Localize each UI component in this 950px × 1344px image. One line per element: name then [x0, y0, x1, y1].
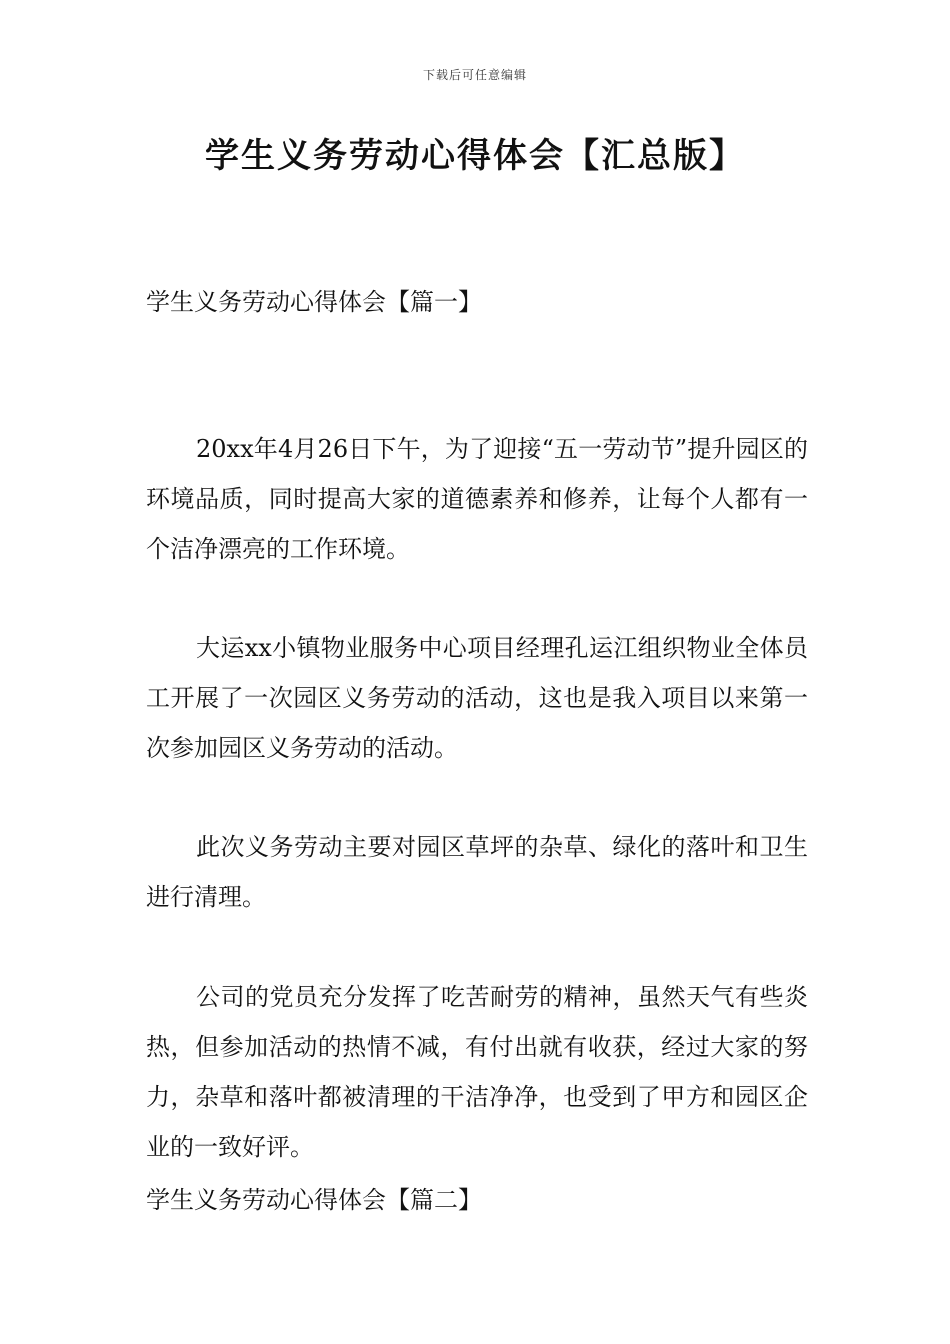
paragraph-3: 此次义务劳动主要对园区草坪的杂草、绿化的落叶和卫生进行清理。 — [146, 833, 808, 911]
paragraph-2: 大运xx小镇物业服务中心项目经理孔运江组织物业全体员工开展了一次园区义务劳动的活动，这也是我入项目以来第一次参加园区义务劳动的活动。 — [146, 634, 808, 762]
section-heading-2: 学生义务劳动心得体会【篇二】 — [146, 1186, 482, 1214]
paragraph-4: 公司的党员充分发挥了吃苦耐劳的精神，虽然天气有些炎热，但参加活动的热情不减，有付出就有收获，经过大家的努力，杂草和落叶都被清理的干洁净净，也受到了甲方和园区企业的一致好评。 — [146, 983, 808, 1161]
document-title: 学生义务劳动心得体会【汇总版】 — [205, 136, 745, 176]
section-heading-1: 学生义务劳动心得体会【篇一】 — [146, 288, 482, 316]
paragraph-1: 20xx年4月26日下午，为了迎接“五一劳动节”提升园区的环境品质，同时提高大家的道德素养和修养，让每个人都有一个洁净漂亮的工作环境。 — [146, 435, 808, 563]
header-note: 下载后可任意编辑 — [422, 68, 527, 82]
